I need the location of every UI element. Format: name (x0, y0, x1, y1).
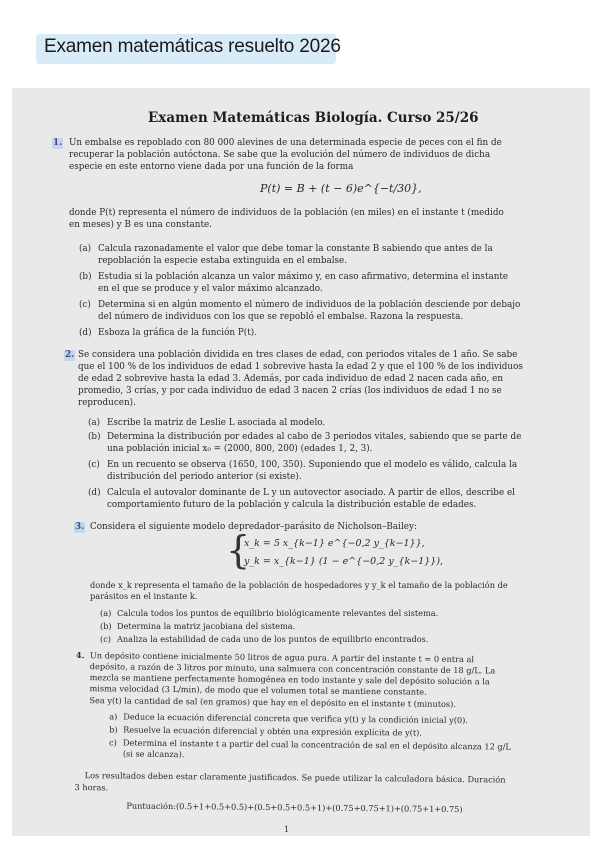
q1b-line: en el que se produce y el valor máximo alcanzado. (98, 284, 323, 294)
q4c-line: Determina el instante t a partir del cual la concentración de sal en el depósito alcanza 12 g/L (122, 737, 511, 752)
footer-line: 3 horas. (74, 782, 109, 793)
q1c-line: Determina si en algún momento el número de individuos de la población desciende por debajo (98, 300, 521, 310)
q1c-label: (c) (79, 300, 91, 310)
q1-number: 1. (53, 138, 63, 148)
exam-paper (12, 88, 590, 836)
q3b-label: (b) (100, 621, 112, 631)
q1-line: especie en este entorno viene dada por una función de la forma (69, 162, 354, 172)
q1-formula: P(t) = B + (t − 6)e^{−t/30}, (260, 182, 422, 195)
q4c-label: c) (108, 737, 117, 748)
q4b-label: b) (109, 724, 118, 735)
q2a-line: Escribe la matriz de Leslie L asociada al modelo. (107, 418, 326, 428)
q2d-label: (d) (88, 488, 101, 498)
q2c-label: (c) (88, 460, 100, 470)
q2-line: que el 100 % de los individuos de edad 1 sobrevive hasta la edad 2 y que el 100 % de los individuos (78, 362, 523, 372)
q2b-label: (b) (88, 432, 101, 442)
q3c-line: Analiza la estabilidad de cada uno de los puntos de equilibrio encontrados. (117, 634, 429, 644)
q4-line: Sea y(t) la cantidad de sal (en gramos) que hay en el depósito en el instante t (minutos). (89, 695, 457, 710)
q1d-line: Esboza la gráfica de la función P(t). (98, 328, 257, 338)
q3b-line: Determina la matriz jacobiana del sistema. (117, 621, 296, 631)
q2d-line: comportamiento futuro de la población y calcula la distribución estable de edades. (107, 500, 477, 510)
banner-title: Examen matemáticas resuelto 2026 (44, 36, 341, 57)
q1c-line: del número de individuos con los que se repobló el embalse. Razona la respuesta. (98, 312, 464, 322)
footer-line: Los resultados deben estar claramente justificados. Se puede utilizar la calculadora básica. Duración (84, 770, 506, 785)
q3a-line: Calcula todos los puntos de equilibrio biológicamente relevantes del sistema. (117, 608, 439, 618)
q4b-line: Resuelve la ecuación diferencial y obtén una expresión explícita de y(t). (123, 724, 423, 738)
q4-line: Un depósito contiene inicialmente 50 litros de agua pura. A partir del instante t = 0 entra al (89, 650, 475, 665)
q2-number: 2. (65, 350, 75, 360)
q2d-line: Calcula el autovalor dominante de L y un autovector asociado. A partir de ellos, describe el (107, 488, 515, 498)
q1-line: Un embalse es repoblado con 80 000 alevines de una determinada especie de peces con el fin de (69, 138, 502, 148)
page-number: 1 (284, 824, 290, 834)
q1-text: en meses) y B es una constante. (69, 220, 212, 230)
exam-title: Examen Matemáticas Biología. Curso 25/26 (148, 110, 479, 126)
q4a-label: a) (109, 711, 118, 722)
q4a-line: Deduce la ecuación diferencial concreta que verifica y(t) y la condición inicial y(0). (123, 711, 468, 726)
q2-line: promedio, 3 crías, y por cada individuo de edad 3 nacen 2 crías (los individuos de edad 1 no se (78, 386, 502, 396)
q2b-line: una población inicial x₀ = (2000, 800, 200) (edades 1, 2, 3). (107, 444, 373, 454)
q4-block (12, 88, 590, 836)
q4c-line: (si se alcanza). (122, 748, 185, 760)
q3-system-eq: y_k = x_{k−1} (1 − e^{−0,2 y_{k−1}}), (244, 556, 444, 567)
q3a-label: (a) (100, 608, 112, 618)
q2a-label: (a) (88, 418, 101, 428)
q2-line: reproducen). (78, 398, 136, 408)
q3c-label: (c) (100, 634, 111, 644)
score-breakdown: Puntuación:(0.5+1+0.5+0.5)+(0.5+0.5+0.5+1)+(0.75+0.75+1)+(0.75+1+0.75) (126, 800, 463, 815)
q2c-line: distribución del periodo anterior (si existe). (107, 472, 302, 482)
q4-line: misma velocidad (3 L/min), de modo que el volumen total se mantiene constante. (89, 683, 427, 697)
system-brace: { (226, 528, 251, 572)
q1b-line: Estudia si la población alcanza un valor máximo y, en caso afirmativo, determina el instante (98, 272, 509, 282)
q3-text: donde x_k representa el tamaño de la población de hospedadores y y_k el tamaño de la población de (90, 580, 508, 590)
q1d-label: (d) (79, 328, 92, 338)
q1-line: recuperar la población autóctona. Se sabe que la evolución del número de individuos de dicha (69, 150, 491, 160)
q3-line: Considera el siguiente modelo depredador–parásito de Nicholson–Bailey: (90, 522, 417, 532)
q4-line: depósito, a razón de 3 litros por minuto, una salmuera con concentración constante de 18 g/L. La (89, 661, 496, 676)
q3-text: parásitos en el instante k. (90, 591, 198, 601)
q1a-line: Calcula razonadamente el valor que debe tomar la constante B sabiendo que antes de la (98, 244, 493, 254)
q4-line: mezcla se mantiene perfectamente homogénea en todo instante y sale del depósito solución a la (89, 672, 490, 687)
q3-number: 3. (75, 522, 85, 532)
q1a-label: (a) (79, 244, 92, 254)
q2-line: de edad 2 sobrevive hasta la edad 3. Además, por cada individuo de edad 2 nacen cada año, en (78, 374, 504, 384)
q1b-label: (b) (79, 272, 92, 282)
q2-line: Se considera una población dividida en tres clases de edad, con periodos vitales de 1 año. Se sabe (78, 350, 518, 360)
q1a-line: repoblación la especie estaba extinguida en el embalse. (98, 256, 348, 266)
q2b-line: Determina la distribución por edades al cabo de 3 periodos vitales, sabiendo que se parte de (107, 432, 522, 442)
q2c-line: En un recuento se observa (1650, 100, 350). Suponiendo que el modelo es válido, calcula la (107, 460, 518, 470)
q3-system-eq: x_k = 5 x_{k−1} e^{−0,2 y_{k−1}}, (244, 538, 425, 549)
q1-text: donde P(t) representa el número de individuos de la población (en miles) en el instante t (medido (69, 208, 504, 218)
q4-number: 4. (75, 650, 85, 661)
